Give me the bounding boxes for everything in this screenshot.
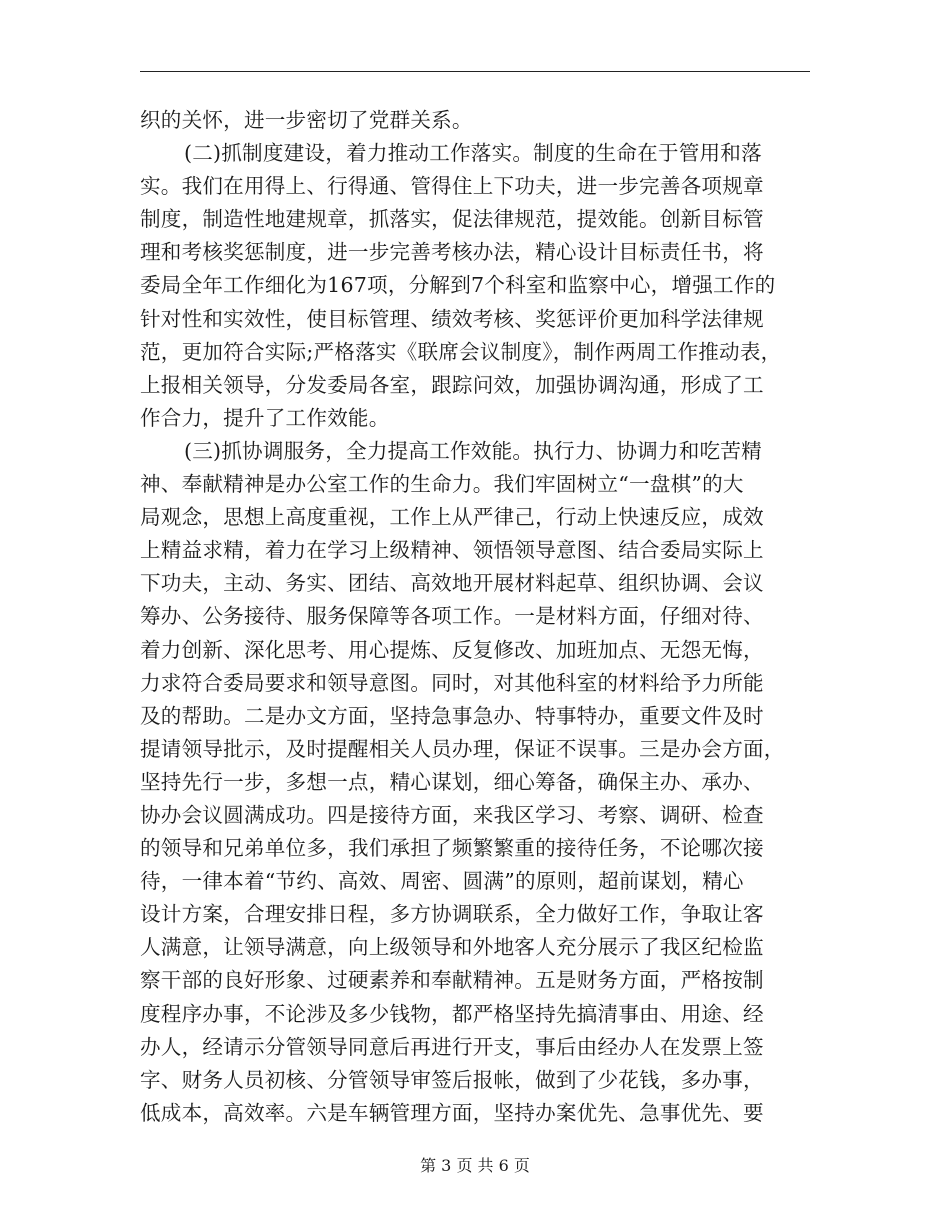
text-line: 委局全年工作细化为167项，分解到7个科室和监察中心，增强工作的 xyxy=(140,273,776,298)
text-line: 力求符合委局要求和领导意图。同时，对其他科室的材料给予力所能 xyxy=(140,670,764,695)
page-number: 第 3 页 共 6 页 xyxy=(420,1156,530,1175)
text-line: 提请领导批示，及时提醒相关人员办理，保证不误事。三是办会方面， xyxy=(140,736,785,761)
header-rule xyxy=(140,71,810,72)
text-line: 上报相关领导，分发委局各室，跟踪问效，加强协调沟通，形成了工 xyxy=(140,372,764,397)
text-line: 筹办、公务接待、服务保障等各项工作。一是材料方面，仔细对待、 xyxy=(140,604,764,629)
text-line: 的领导和兄弟单位多，我们承担了频繁繁重的接待任务，不论哪次接 xyxy=(140,836,764,861)
text-line: 上精益求精，着力在学习上级精神、领悟领导意图、结合委局实际上 xyxy=(140,538,764,563)
text-line: 低成本，高效率。六是车辆管理方面，坚持办案优先、急事优先、要 xyxy=(140,1100,764,1125)
text-line: 实。我们在用得上、行得通、管得住上下功夫，进一步完善各项规章 xyxy=(140,174,764,199)
text-line: 察干部的良好形象、过硬素养和奉献精神。五是财务方面，严格按制 xyxy=(140,968,764,993)
text-line: 度程序办事，不论涉及多少钱物，都严格坚持先搞清事由、用途、经 xyxy=(140,1001,764,1026)
text-line: 作合力，提升了工作效能。 xyxy=(140,405,390,430)
text-line: 制度，制造性地建规章，抓落实，促法律规范，提效能。创新目标管 xyxy=(140,207,764,232)
text-line: 设计方案，合理安排日程，多方协调联系，全力做好工作，争取让客 xyxy=(140,902,764,927)
text-line: 着力创新、深化思考、用心提炼、反复修改、加班加点、无怨无悔， xyxy=(140,637,764,662)
page-footer xyxy=(0,1156,950,1176)
text-line: 下功夫，主动、务实、团结、高效地开展材料起草、组织协调、会议 xyxy=(140,571,764,596)
text-line: 及的帮助。二是办文方面，坚持急事急办、特事特办，重要文件及时 xyxy=(140,703,764,728)
section-heading-line: (三)抓协调服务，全力提高工作效能。执行力、协调力和吃苦精 xyxy=(184,438,762,463)
text-line: 神、奉献精神是办公室工作的生命力。我们牢固树立“一盘棋”的大 xyxy=(140,472,744,497)
text-line: 织的关怀，进一步密切了党群关系。 xyxy=(140,108,473,132)
document-body xyxy=(140,104,812,1130)
text-line: 理和考核奖惩制度，进一步完善考核办法，精心设计目标责任书，将 xyxy=(140,240,764,265)
text-line: 人满意，让领导满意，向上级领导和外地客人充分展示了我区纪检监 xyxy=(140,935,764,960)
text-line: 协办会议圆满成功。四是接待方面，来我区学习、考察、调研、检查 xyxy=(140,802,764,827)
text-line: 办人，经请示分管领导同意后再进行开支，事后由经办人在发票上签 xyxy=(140,1034,764,1059)
text-line: 局观念，思想上高度重视，工作上从严律己，行动上快速反应，成效 xyxy=(140,505,764,530)
text-line: 针对性和实效性，使目标管理、绩效考核、奖惩评价更加科学法律规 xyxy=(140,306,764,331)
text-line: 字、财务人员初核、分管领导审签后报帐，做到了少花钱，多办事， xyxy=(140,1067,764,1092)
text-line: 范，更加符合实际;严格落实《联席会议制度》，制作两周工作推动表， xyxy=(140,339,782,364)
text-line: 待，一律本着“节约、高效、周密、圆满”的原则，超前谋划，精心 xyxy=(140,869,744,894)
section-heading-line: (二)抓制度建设，着力推动工作落实。制度的生命在于管用和落 xyxy=(184,141,762,166)
text-line: 坚持先行一步，多想一点，精心谋划，细心筹备，确保主办、承办、 xyxy=(140,769,764,794)
